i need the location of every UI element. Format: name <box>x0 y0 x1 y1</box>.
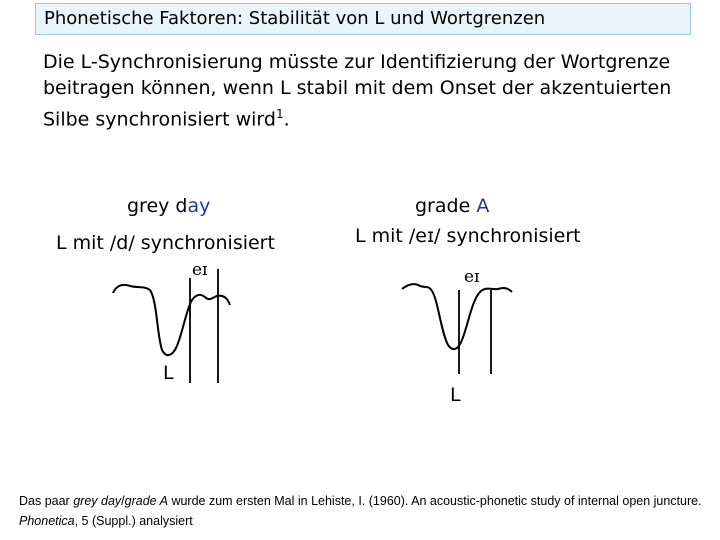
footnote-grade-a: grade A <box>124 494 168 508</box>
footnote-grey-day: grey day <box>73 494 122 508</box>
right-vowel-label: eɪ <box>464 267 480 287</box>
right-example-subtitle: L mit /eɪ/ synchronisiert <box>355 225 581 247</box>
left-word2: ay <box>187 195 211 217</box>
paragraph-end: . <box>283 108 290 131</box>
source-footnote <box>19 491 709 531</box>
right-word2: A <box>476 195 490 217</box>
footnote-slash: / <box>121 494 125 508</box>
left-vowel-label: eɪ <box>192 260 208 280</box>
footnote-part1: Das paar <box>19 494 74 508</box>
paragraph-text: Die L-Synchronisierung müsste zur Identifizierung der Wortgrenze beitragen können, wenn L stabil mit dem Onset der akzentuierten Silbe synchronisiert wird <box>43 51 672 131</box>
right-f0-contour <box>402 284 512 349</box>
left-f0-contour <box>113 285 230 355</box>
left-L-label: L <box>163 362 174 384</box>
right-L-label: L <box>450 384 461 406</box>
left-example-subtitle: L mit /d/ synchronisiert <box>56 232 275 254</box>
left-word1: grey d <box>127 195 188 217</box>
slide-title-text: Phonetische Faktoren: Stabilität von L und Wortgrenzen <box>44 8 546 29</box>
footnote-journal: Phonetica <box>19 514 75 528</box>
footnote-part3: , 5 (Suppl.) analysiert <box>74 514 193 528</box>
right-word1: grade <box>415 195 477 217</box>
footnote-mark: 1 <box>275 107 284 121</box>
footnote-part2: wurde zum ersten Mal in Lehiste, I. (1960). An acoustic-phonetic study of internal open juncture. <box>167 494 702 508</box>
